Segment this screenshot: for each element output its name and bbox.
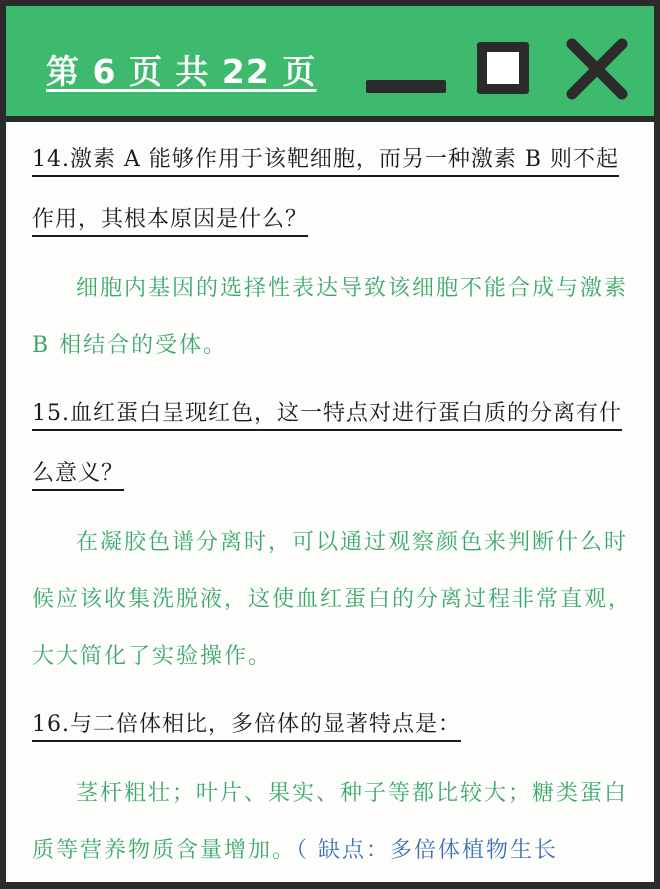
maximize-icon[interactable] xyxy=(477,42,529,94)
question-15: 15.血红蛋白呈现红色，这一特点对进行蛋白质的分离有什么意义？ xyxy=(32,401,622,486)
answer-15: 在凝胶色谱分离时，可以通过观察颜色来判断什么时候应该收集洗脱液，这使血红蛋白的分离过程非常直观，大大简化了实验操作。 xyxy=(32,530,633,669)
question-14: 14.激素 A 能够作用于该靶细胞，而另一种激素 B 则不起作用，其根本原因是什么？ xyxy=(32,147,620,232)
answer-16 xyxy=(32,765,642,879)
document-body xyxy=(32,130,642,889)
minimize-icon[interactable] xyxy=(366,80,446,93)
answer-16-note: （ 缺点：多倍体植物生长 xyxy=(296,838,559,863)
question-16: 16.与二倍体相比，多倍体的显著特点是： xyxy=(32,712,461,737)
close-icon[interactable] xyxy=(564,36,630,102)
title-bar xyxy=(6,6,654,122)
answer-14: 细胞内基因的选择性表达导致该细胞不能合成与激素 B 相结合的受体。 xyxy=(32,276,629,358)
answer-16-text: 茎杆粗壮；叶片、果实、种子等都比较大；糖类蛋白质等营养物质含量增加。 xyxy=(32,781,629,863)
page-title: 第 6 页 共 22 页 xyxy=(46,52,317,91)
